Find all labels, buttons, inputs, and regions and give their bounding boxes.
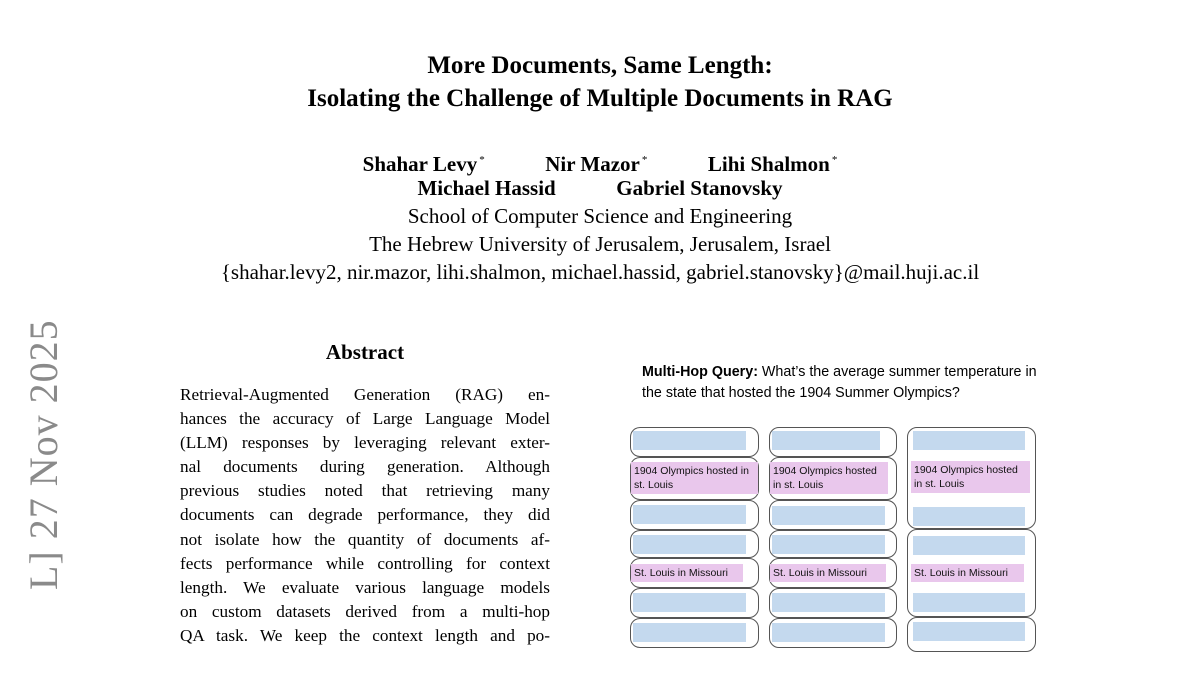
document-card bbox=[769, 588, 897, 618]
author-4: Michael Hassid bbox=[417, 176, 556, 200]
query-label: Multi-Hop Query: bbox=[642, 364, 758, 380]
distractor-bar bbox=[913, 507, 1025, 526]
author-2: Nir Mazor * bbox=[545, 152, 648, 176]
document-card bbox=[769, 618, 897, 648]
relevant-doc-1904-olympics: 1904 Olympics hosted in st. Louis bbox=[911, 461, 1030, 493]
distractor-bar bbox=[913, 622, 1025, 641]
distractor-bar bbox=[772, 431, 880, 450]
query-text: What’s the average summer temperature in the state that hosted the 1904 Summer Olympics? bbox=[642, 364, 1037, 401]
abstract-body bbox=[180, 383, 550, 648]
relevant-doc-1904-olympics: 1904 Olympics hosted in st. Louis bbox=[631, 462, 758, 494]
distractor-bar bbox=[633, 593, 746, 612]
document-card bbox=[907, 617, 1036, 652]
abstract-line: nal documents during generation. Although bbox=[180, 457, 550, 477]
document-card bbox=[769, 530, 897, 558]
distractor-bar bbox=[913, 593, 1025, 612]
document-card bbox=[769, 427, 897, 457]
document-card bbox=[907, 427, 1036, 529]
document-card bbox=[769, 558, 897, 588]
document-card bbox=[630, 457, 759, 500]
abstract-line: previous studies noted that retrieving many bbox=[180, 481, 550, 501]
document-card bbox=[907, 529, 1036, 617]
affiliation-line-2: The Hebrew University of Jerusalem, Jerusalem, Israel bbox=[369, 232, 831, 256]
distractor-bar bbox=[772, 593, 885, 612]
author-3: Lihi Shalmon * bbox=[707, 152, 838, 176]
abstract-line: Retrieval-Augmented Generation (RAG) en- bbox=[180, 385, 550, 404]
distractor-bar bbox=[633, 623, 746, 642]
abstract-line: hances the accuracy of Large Language Model bbox=[180, 409, 550, 429]
distractor-bar bbox=[772, 535, 885, 554]
document-card bbox=[630, 588, 759, 618]
abstract-line: not isolate how the quantity of documents af- bbox=[180, 529, 550, 549]
distractor-bar bbox=[772, 506, 885, 525]
distractor-bar bbox=[772, 623, 885, 642]
document-card bbox=[630, 618, 759, 648]
abstract-line: (LLM) responses by leveraging relevant exter- bbox=[180, 433, 550, 453]
paper-title-line-2: Isolating the Challenge of Multiple Documents in RAG bbox=[307, 85, 893, 112]
figure-query bbox=[642, 362, 1042, 404]
author-1: Shahar Levy * bbox=[362, 152, 485, 176]
arxiv-stamp: L] 27 Nov 2025 bbox=[21, 319, 66, 590]
distractor-bar bbox=[633, 431, 746, 450]
abstract-line: on custom datasets derived from a multi-hop bbox=[180, 601, 550, 621]
document-card bbox=[769, 457, 897, 500]
distractor-bar bbox=[633, 505, 746, 524]
document-card bbox=[769, 500, 897, 530]
relevant-doc-st-louis: St. Louis in Missouri bbox=[770, 564, 886, 582]
document-card bbox=[630, 530, 759, 558]
relevant-doc-st-louis: St. Louis in Missouri bbox=[911, 564, 1024, 582]
author-emails: {shahar.levy2, nir.mazor, lihi.shalmon, michael.hassid, gabriel.stanovsky}@mail.huji.ac.il bbox=[220, 260, 980, 284]
distractor-bar bbox=[913, 536, 1025, 555]
affiliation-line-1: School of Computer Science and Engineering bbox=[407, 204, 793, 228]
document-card bbox=[630, 427, 759, 457]
paper-title-line-1: More Documents, Same Length: bbox=[427, 52, 773, 79]
document-card bbox=[630, 558, 759, 588]
distractor-bar bbox=[633, 535, 746, 554]
distractor-bar bbox=[913, 431, 1025, 450]
abstract-line: fects performance while controlling for context bbox=[180, 553, 550, 573]
abstract-line: documents can degrade performance, they did bbox=[180, 505, 550, 525]
abstract-line: length. We evaluate various language models bbox=[180, 577, 550, 597]
document-card bbox=[630, 500, 759, 530]
authors-row-2 bbox=[0, 174, 1200, 202]
author-5: Gabriel Stanovsky bbox=[616, 176, 783, 200]
relevant-doc-1904-olympics: 1904 Olympics hosted in st. Louis bbox=[770, 462, 888, 494]
abstract-heading: Abstract bbox=[325, 340, 405, 364]
relevant-doc-st-louis: St. Louis in Missouri bbox=[631, 564, 743, 582]
abstract-line: QA task. We keep the context length and po- bbox=[180, 625, 550, 645]
